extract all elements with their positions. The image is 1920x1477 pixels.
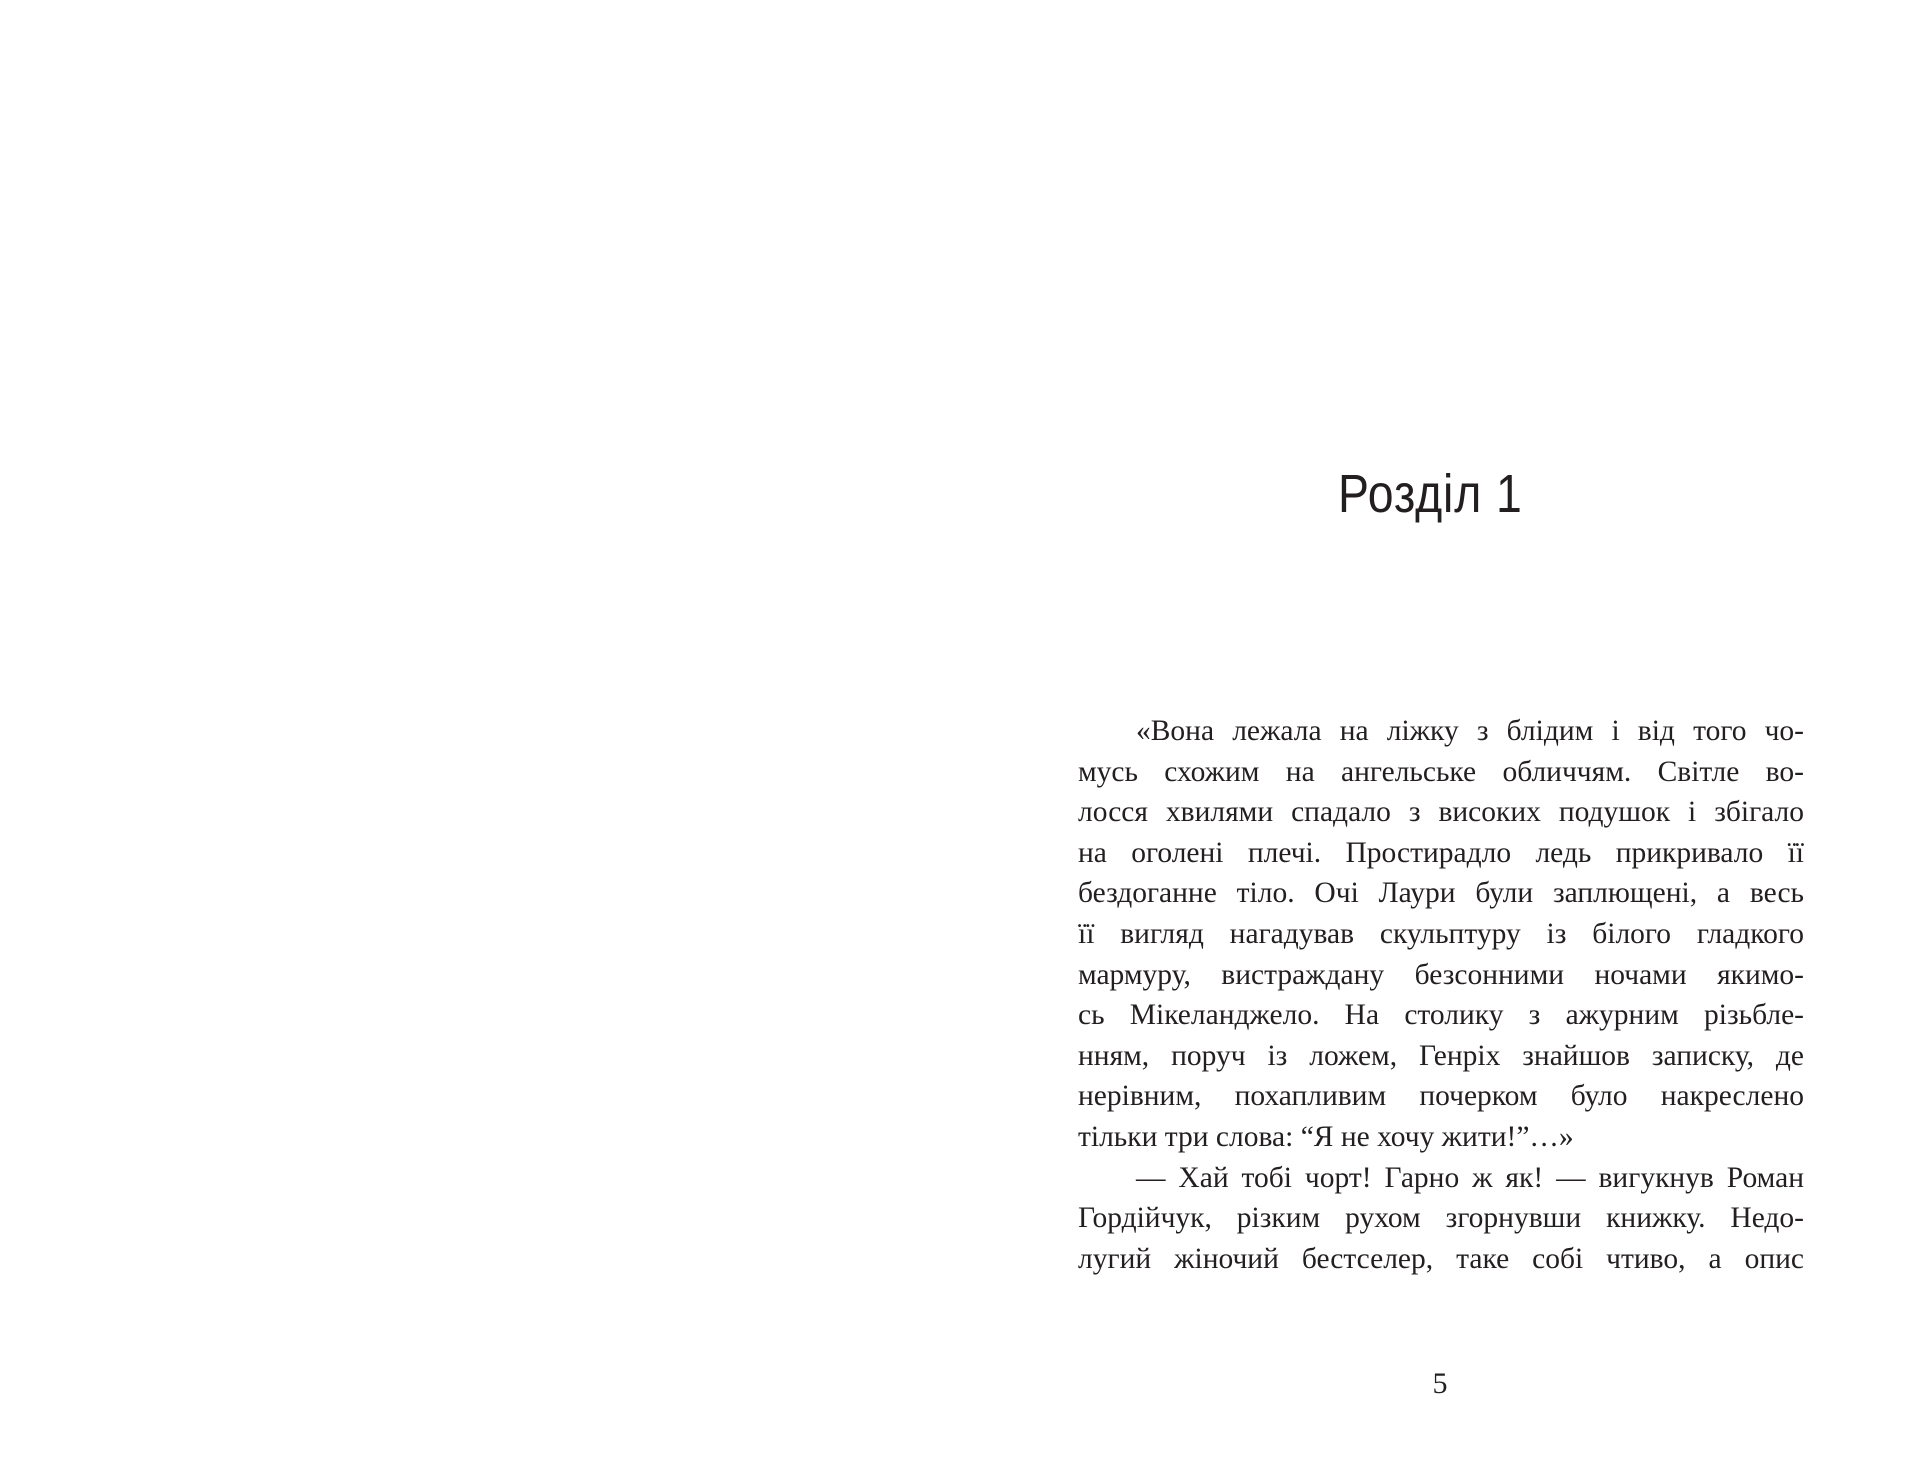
page-number: 5 [1432,1367,1448,1400]
text-line: мусь схожим на ангельське обличчям. Світле во- [1078,755,1804,788]
text-line: мармуру, вистраждану безсонними ночами якимо- [1078,958,1804,991]
body-text [1078,711,1804,1279]
chapter-title: Розділ 1 [1338,464,1523,524]
text-line: нерівним, похапливим почерком було накреслено [1078,1080,1804,1113]
text-line: бездоганне тіло. Очі Лаури були заплющені, а весь [1078,877,1804,910]
text-line: сь Мікеланджело. На столику з ажурним різьбле- [1078,999,1804,1032]
text-line: лугий жіночий бестселер, таке собі чтиво, а опис [1078,1242,1804,1275]
paragraph-quote [1078,711,1804,1158]
text-line: «Вона лежала на ліжку з блідим і від того чо- [1136,715,1804,747]
text-line: на оголені плечі. Простирадло ледь прикривало її [1078,836,1804,869]
text-line: Гордійчук, різким рухом згорнувши книжку. Недо- [1078,1202,1804,1235]
paragraph-dialogue [1078,1158,1804,1280]
text-line: нням, поруч із ложем, Генріх знайшов записку, де [1078,1039,1804,1072]
text-line: лосся хвилями спадало з високих подушок і збігало [1078,796,1804,829]
text-line: її вигляд нагадував скульптуру із білого гладкого [1078,917,1804,950]
text-line: — Хай тобі чорт! Гарно ж як! — вигукнув Роман [1136,1161,1804,1194]
text-line: тільки три слова: “Я не хочу жити!”…» [1078,1120,1574,1153]
